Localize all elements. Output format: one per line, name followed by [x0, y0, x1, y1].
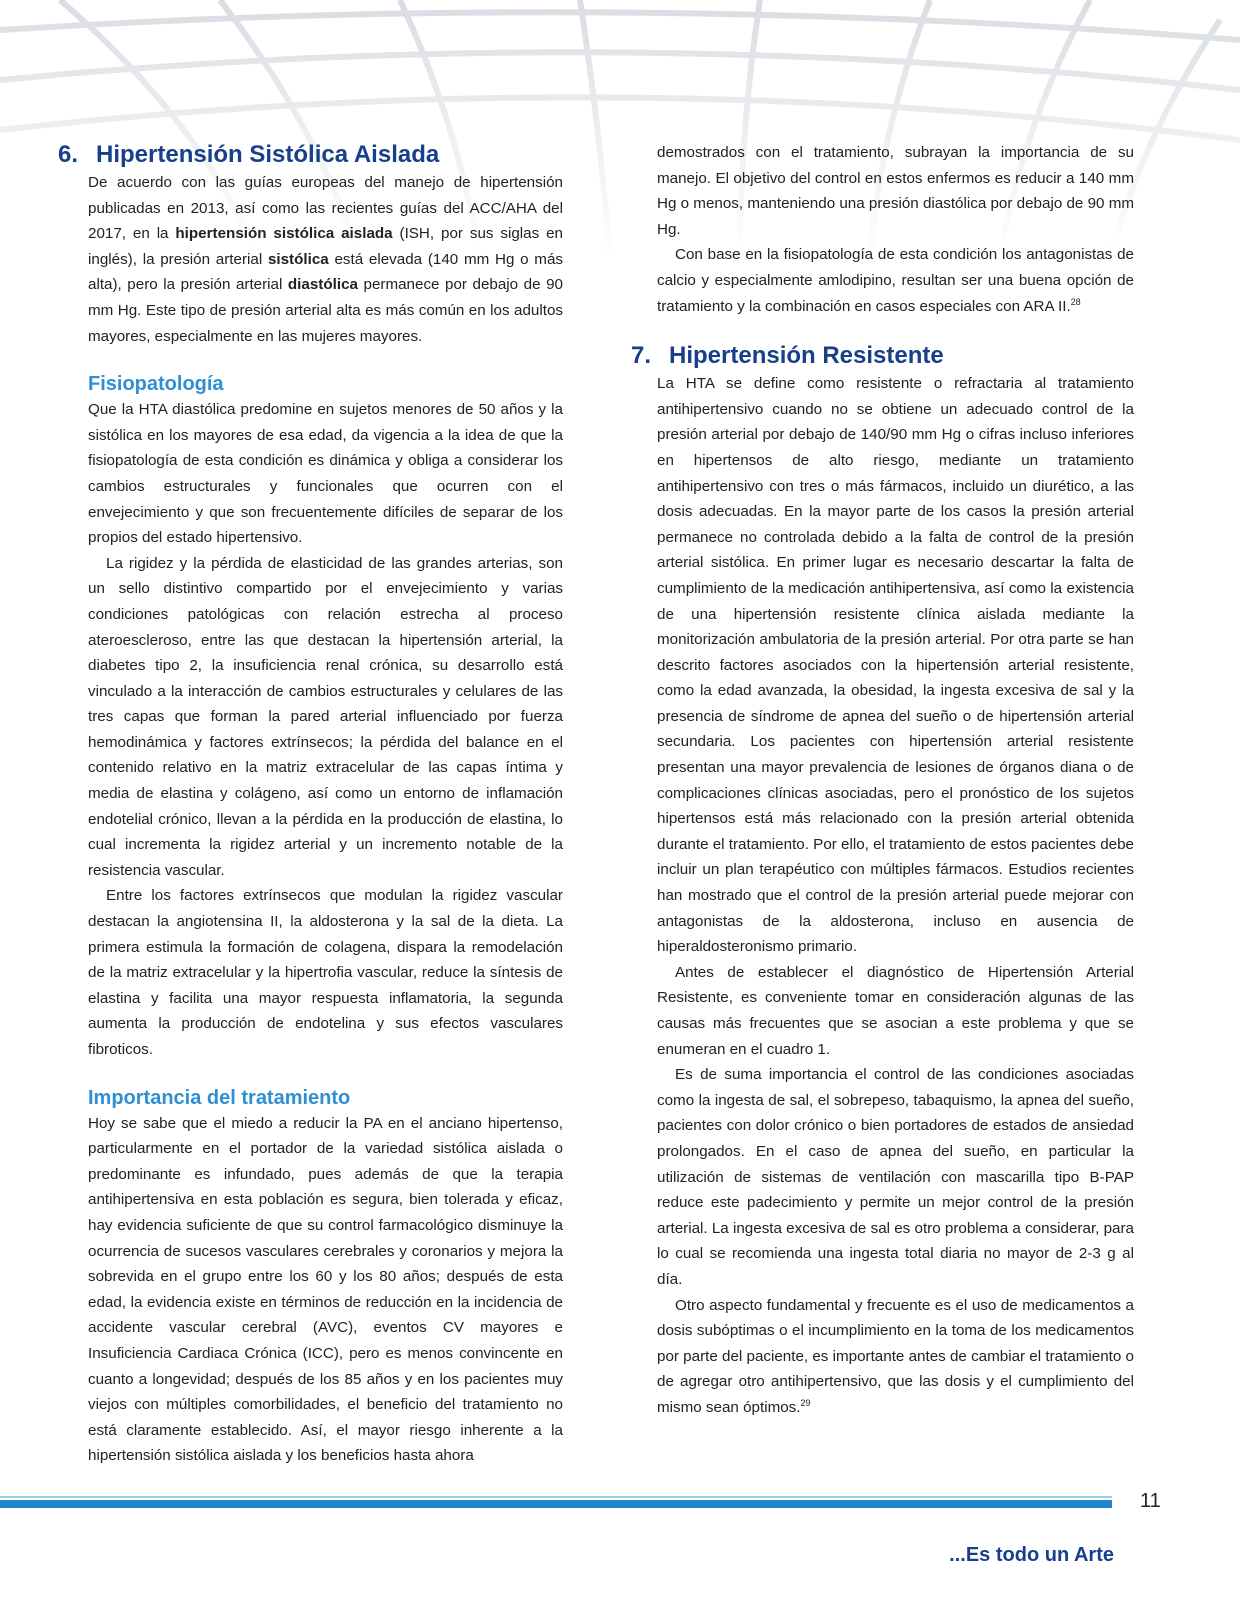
section-7-heading [627, 341, 1134, 371]
section-6-heading [58, 140, 563, 170]
section-6-title: Hipertensión Sistólica Aislada [96, 141, 440, 168]
footer-bar-light [0, 1496, 1112, 1498]
fisiopatologia-paragraph-3: Entre los factores extrínsecos que modulan la rigidez vascular destacan la angiotensina II, la aldosterona y la sal de la dieta. La primera estimula la formación de colagena, dispara la remodelación de la matriz extracelular y la hipertrofia vascular, reduce la síntesis de elastina y facilita una mayor respuesta inflamatoria, la segunda aumenta la producción de endotelina y sus efectos vasculares fibroticos. [88, 887, 563, 1058]
importancia-heading: Importancia del tratamiento [88, 1086, 351, 1109]
section-7-title: Hipertensión Resistente [669, 342, 944, 370]
page-number: 11 [1140, 1490, 1161, 1512]
footer-bar [0, 1500, 1112, 1508]
left-column [58, 140, 563, 1469]
reference-29: 29 [800, 1397, 811, 1408]
fisiopatologia-heading: Fisiopatología [88, 373, 224, 396]
fisiopatologia-paragraph-1: Que la HTA diastólica predomine en sujetos menores de 50 años y la sistólica en los mayores de esa edad, da vigencia a la idea de que la fisiopatología de esta condición es dinámica y obliga a considerar los cambios estructurales y funcionales que ocurren con el envejecimiento y que son frecuentemente difíciles de separar de los propios del estado hipertensivo. [88, 401, 563, 547]
continued-paragraph: demostrados con el tratamiento, subrayan la importancia de su manejo. El objetivo del control en estos enfermos es reducir a 140 mm Hg o menos, manteniendo una presión diastólica por debajo de 90 mm Hg. [657, 144, 1135, 238]
resistente-paragraph-4: Otro aspecto fundamental y frecuente es el uso de medicamentos a dosis subóptimas o el incumplimiento en la toma de los medicamentos por parte del paciente, es importante antes de cambiar el tratamiento o de agregar otro antihipertensivo, que las dosis y el cumplimiento del mismo sean óptimos.$^{29}$ [657, 1296, 1134, 1416]
reference-28: 28 [1070, 296, 1081, 307]
resistente-paragraph-2: Antes de establecer el diagnóstico de Hipertensión Arterial Resistente, es conveniente tomar en consideración algunas de las causas más frecuentes que se asocian a este problema y que se enumeran en el cuadro 1. [657, 963, 1134, 1058]
calcium-antagonists-paragraph: Con base en la fisiopatología de esta condición los antagonistas de calcio y especialmente amlodipino, resultan ser una buena opción de tratamiento y la combinación en casos especiales con ARA II.$^{28}$ [657, 246, 1134, 315]
section-6-paragraph: De acuerdo con las guías europeas del manejo de hipertensión publicadas en 2013, así como las recientes guías del ACC/AHA del 2017, en la hipertensión sistólica aislada (ISH, por sus siglas en inglés), la presión arterial sistólica está elevada (140 mm Hg o más alta), pero la presión arterial diastólica permanece por debajo de 90 mm Hg. Este tipo de presión arterial alta es más común en los adultos mayores, especialmente en las mujeres mayores. [88, 174, 563, 345]
right-column [627, 140, 1134, 1421]
resistente-paragraph-1: La HTA se define como resistente o refractaria al tratamiento antihipertensivo cuando no se obtiene un adecuado control de la presión arterial por debajo de 140/90 mm Hg o cifras incluso inferiores en hipertensos de alto riesgo, mediante un tratamiento antihipertensivo con tres o más fármacos, incluido un diurético, a las dosis adecuadas. En la mayor parte de los casos la presión arterial permanece no controlada debido a la falta de control de la presión arterial sistólica. En primer lugar es necesario descartar la falta de cumplimiento de la medicación antihipertensiva, así como la existencia de una hipertensión resistente clínica aislada mediante la monitorización ambulatoria de la presión arterial. Por otra parte se han descrito factores asociados con la hipertensión arterial resistente, como la edad avanzada, la obesidad, la ingesta excesiva de sal y la presencia de síndrome de apnea del sueño o de hipertensión arterial secundaria. Los pacientes con hipertensión arterial resistente presentan una mayor prevalencia de lesiones de órganos diana o de complicaciones clínicas asociadas, pero el pronóstico de los sujetos hipertensos está más relacionado con la presión arterial obtenida durante el tratamiento. Por ello, el tratamiento de estos pacientes debe incluir un plan terapéutico con múltiples fármacos. Estudios recientes han mostrado que el control de la presión arterial puede mejorar con antagonistas de la aldosterona, incluso en ausencia de hiperaldosteronismo primario. [657, 375, 1135, 956]
importancia-paragraph: Hoy se sabe que el miedo a reducir la PA en el anciano hipertenso, particularmente en el portador de la variedad sistólica aislada o predominante es infundado, pues además de que la terapia antihipertensiva en esta población es segura, bien tolerada y eficaz, hay evidencia suficiente de que su control farmacológico disminuye la ocurrencia de sucesos vasculares cerebrales y coronarios y mejora la sobrevida en el grupo entre los 60 y los 80 años; después de esta edad, la evidencia existe en términos de reducción en la incidencia de accidente vascular cerebral (AVC), eventos CV mayores e Insuficiencia Cardiaca Crónica (ICC), pero es menos convincente en cuanto a longevidad; después de los 85 años y en los pacientes muy viejos con múltiples comorbilidades, el beneficio del tratamiento no está claramente establecido. Así, el mayor riesgo inherente a la hipertensión sistólica aislada y los beneficios hasta ahora [88, 1114, 563, 1465]
footer-tagline: ...Es todo un Arte [949, 1544, 1114, 1566]
section-6-number: 6. [58, 141, 79, 168]
resistente-paragraph-3: Es de suma importancia el control de las condiciones asociadas como la ingesta de sal, el sobrepeso, tabaquismo, la apnea del sueño, pacientes con dolor crónico o bien portadores de estados de ansiedad prolongados. En el caso de apnea del sueño, en particular la utilización de sistemas de ventilación con mascarilla tipo B-PAP reduce este padecimiento y permite un mejor control de la presión arterial. La ingesta excesiva de sal es otro problema a considerar, para lo cual se recomienda una ingesta total diaria no mayor de 2-3 g al día. [657, 1066, 1134, 1288]
fisiopatologia-paragraph-2: La rigidez y la pérdida de elasticidad de las grandes arterias, son un sello distintivo compartido por el envejecimiento y varias condiciones patológicas con relación estrecha al proceso ateroesclerosο, entre las que destacan la hipertensión arterial, la diabetes tipo 2, la insuficiencia renal crónica, su desarrollo está vinculado a la interacción de cambios estructurales y celulares de las tres capas que forman la pared arterial influenciado por fuerza hemodinámica y factores extrínsecos; la pérdida del balance en el contenido relativo en la matriz extracelular de las capas íntima y media de elastina y colágeno, así como un entorno de inflamación endotelial crónico, llevan a la pérdida en la producción de elastina, lo cual incrementa la rigidez arterial y un incremento notable de la resistencia vascular. [88, 554, 563, 879]
section-7-number: 7. [630, 342, 651, 370]
